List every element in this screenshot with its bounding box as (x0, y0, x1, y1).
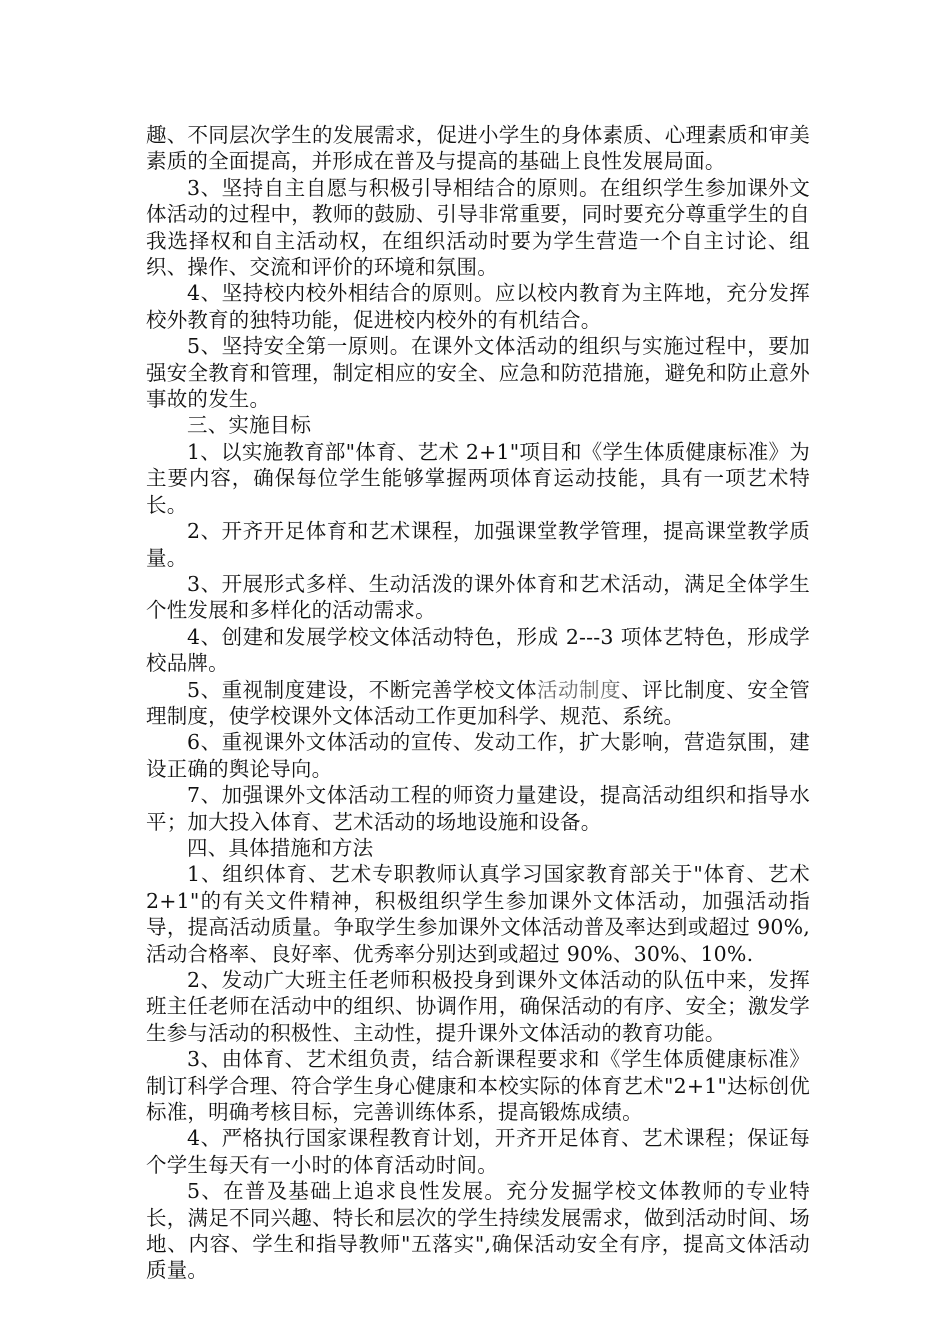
paragraph-continuation: 趣、不同层次学生的发展需求，促进小学生的身体素质、心理素质和审美素质的全面提高，并形成在普及与提高的基础上良性发展局面。 (146, 123, 810, 174)
paragraph-measure-5: 5、在普及基础上追求良性发展。充分发掘学校文体教师的专业特长，满足不同兴趣、特长和层次的学生持续发展需求，做到活动时间、场地、内容、学生和指导教师"五落实",确保活动安全有序，提高文体活动质量。 (146, 1179, 810, 1283)
document-body (146, 122, 810, 1284)
paragraph-goal-7: 7、加强课外文体活动工程的师资力量建设，提高活动组织和指导水平；加大投入体育、艺术活动的场地设施和设备。 (146, 783, 810, 834)
paragraph-measure-4: 4、严格执行国家课程教育计划，开齐开足体育、艺术课程；保证每个学生每天有一小时的体育活动时间。 (146, 1126, 810, 1177)
paragraph-goal-3: 3、开展形式多样、生动活泼的课外体育和艺术活动，满足全体学生个性发展和多样化的活动需求。 (146, 571, 810, 623)
section-heading-goals: 三、实施目标 (187, 413, 312, 438)
paragraph-measure-1: 1、组织体育、艺术专职教师认真学习国家教育部关于"体育、艺术 2+1"的有关文件精神，积极组织学生参加课外文体活动，加强活动指导，提高活动质量。争取学生参加课外文体活动普及率达到或超过 90%,活动合格率、良好率、优秀率分别达到或超过 90%、30%、10%. (146, 862, 810, 966)
paragraph-principle-5: 5、坚持安全第一原则。在课外文体活动的组织与实施过程中，要加强安全教育和管理，制定相应的安全、应急和防范措施，避免和防止意外事故的发生。 (146, 334, 810, 412)
goal-5-highlighted-text: 活动制度 (536, 677, 622, 702)
paragraph-measure-3: 3、由体育、艺术组负责，结合新课程要求和《学生体质健康标准》制订科学合理、符合学生身心健康和本校实际的体育艺术"2+1"达标创优标准，明确考核目标，完善训练体系，提高锻炼成绩。 (146, 1047, 810, 1125)
paragraph-goal-1: 1、以实施教育部"体育、艺术 2+1"项目和《学生体质健康标准》为主要内容，确保每位学生能够掌握两项体育运动技能，具有一项艺术特长。 (146, 439, 810, 517)
paragraph-goal-4: 4、创建和发展学校文体活动特色，形成 2---3 项体艺特色，形成学校品牌。 (146, 624, 810, 676)
goal-5-text-end: 、评比制度、安全管理制度，使学校课外文体活动工作更加科学、规范、系统。 (146, 677, 810, 728)
paragraph-principle-4: 4、坚持校内校外相结合的原则。应以校内教育为主阵地，充分发挥校外教育的独特功能，促进校内校外的有机结合。 (146, 281, 810, 332)
paragraph-goal-6: 6、重视课外文体活动的宣传、发动工作，扩大影响，营造氛围，建设正确的舆论导向。 (146, 730, 810, 781)
paragraph-goal-2: 2、开齐开足体育和艺术课程，加强课堂教学管理，提高课堂教学质量。 (146, 519, 810, 570)
section-heading-measures: 四、具体措施和方法 (187, 835, 374, 860)
paragraph-principle-3: 3、坚持自主自愿与积极引导相结合的原则。在组织学生参加课外文体活动的过程中，教师的鼓励、引导非常重要，同时要充分尊重学生的自我选择权和自主活动权，在组织活动时要为学生营造一个自主讨论、组织、操作、交流和评价的环境和氛围。 (146, 175, 810, 280)
paragraph-goal-5 (146, 677, 810, 730)
goal-5-text-start: 5、重视制度建设，不断完善学校文体 (187, 677, 537, 702)
paragraph-measure-2: 2、发动广大班主任老师积极投身到课外文体活动的队伍中来，发挥班主任老师在活动中的组织、协调作用，确保活动的有序、安全；激发学生参与活动的积极性、主动性，提升课外文体活动的教育功能。 (146, 968, 810, 1045)
